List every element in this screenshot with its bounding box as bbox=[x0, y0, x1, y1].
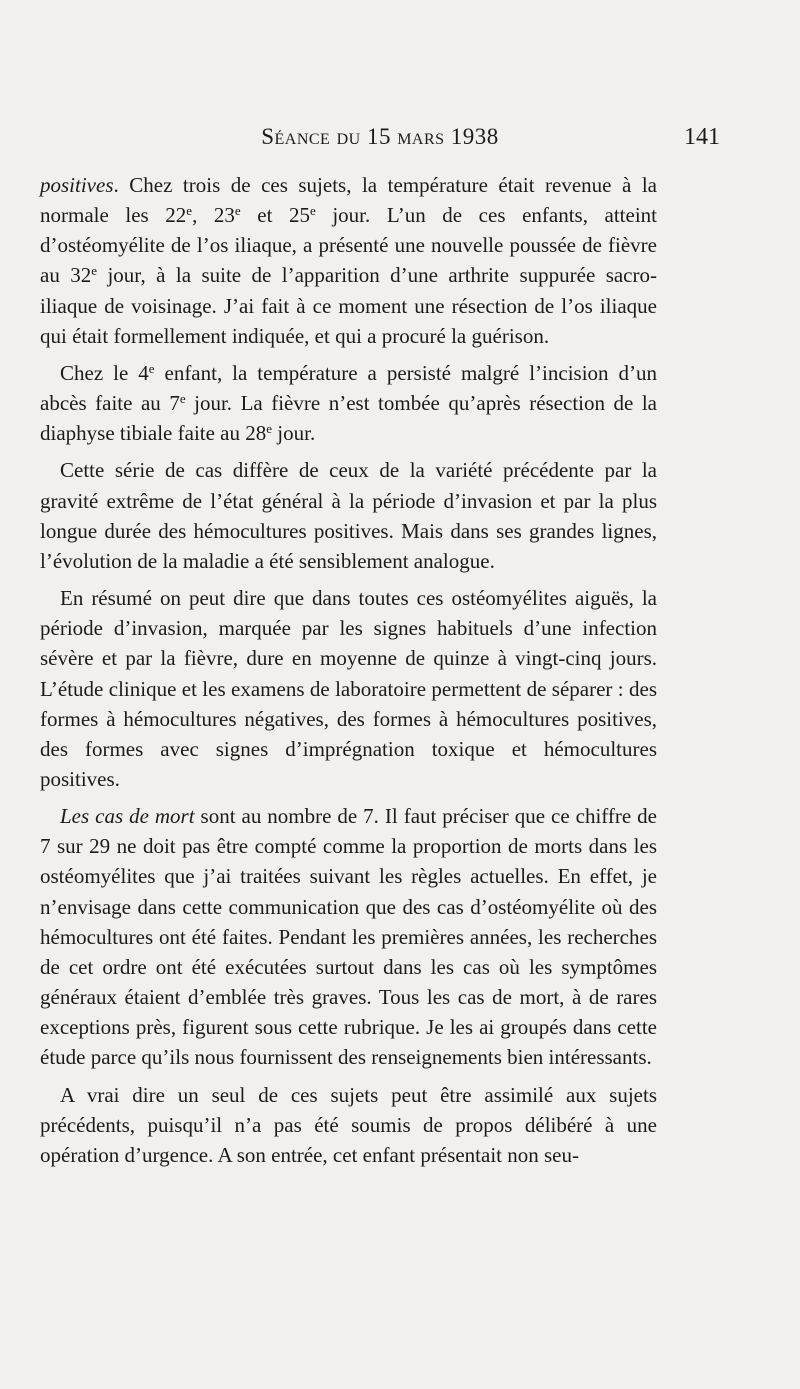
p1-sup-2: e bbox=[234, 203, 241, 218]
p2-text-2: enfant, la température a persisté malgré l’incision d’un abcès faite au 7 bbox=[40, 360, 657, 416]
italic-word-positives: positives bbox=[40, 173, 114, 197]
running-head-du: du bbox=[336, 124, 361, 149]
p1-text-5: jour, à la suite de l’apparition d’une arthrite suppurée sacro-iliaque de voisinage. J’ai fait à ce moment une résection de l’os iliaque qui était formellement indiquée, et qui a procuré la guérison. bbox=[40, 263, 657, 348]
page-number: 141 bbox=[684, 124, 720, 150]
paragraph-4: En résumé on peut dire que dans toutes ces ostéomyélites aiguës, la période d’invasion, marquée par les signes habituels d’une infection sévère et par la fièvre, dure en moyenne de quinze à vingt-cinq jours. L’étude clinique et les examens de laboratoire permettent de séparer : des formes à hémocultures négatives, des formes à hémocultures positives, des formes avec signes d’imprégnation toxique et hémocultures positives. bbox=[40, 586, 657, 791]
italic-phrase-cas-de-mort: Les cas de mort bbox=[60, 804, 195, 829]
p1-text-1: . Chez trois de ces sujets, la température était revenue à la normale les 22 bbox=[40, 173, 657, 228]
running-head-day: 15 bbox=[366, 124, 391, 149]
p1-text-3: et 25 bbox=[240, 203, 310, 228]
paragraph-6: A vrai dire un seul de ces sujets peut être assimilé aux sujets précédents, puisqu’il n’a pas été soumis de propos délibéré à une opération d’urgence. A son entrée, cet enfant présentait non seu- bbox=[40, 1082, 657, 1167]
running-head bbox=[40, 124, 720, 150]
p2-text-3: jour. La fièvre n’est tombée qu’après résection de la diaphyse tibiale faite au 28 bbox=[40, 391, 658, 446]
paragraph-5 bbox=[40, 801, 657, 1072]
p1-sup-3: e bbox=[309, 203, 316, 218]
p2-text-4: jour. bbox=[272, 421, 316, 446]
p2-sup-1: e bbox=[148, 360, 155, 376]
p2-sup-2: e bbox=[179, 390, 186, 406]
p1-text-4: jour. L’un de ces enfants, atteint d’ostéomyélite de l’os iliaque, a présenté une nouvelle poussée de fièvre au 32 bbox=[40, 203, 658, 288]
running-head-month: mars bbox=[397, 124, 445, 149]
running-head-seance: Séance bbox=[261, 124, 331, 149]
p1-text-2: , 23 bbox=[192, 203, 235, 228]
page-header bbox=[40, 124, 720, 160]
paragraph-3: Cette série de cas diffère de ceux de la variété précédente par la gravité extrême de l’état général à la période d’invasion et par la plus longue durée des hémocultures positives. Mais dans ses grandes lignes, l’évolution de la maladie a été sensiblement analogue. bbox=[40, 458, 657, 573]
body-text bbox=[40, 170, 657, 1170]
paragraph-2 bbox=[40, 358, 657, 448]
p5-text: sont au nombre de 7. Il faut préciser que ce chiffre de 7 sur 29 ne doit pas être compté comme la proportion de morts dans les ostéomyélites que j’ai traitées suivant les règles actuelles. En effet, je n’envisage dans cette communication que des cas d’ostéomyélite où des hémocultures ont été faites. Pendant les premières années, les recherches de cet ordre ont été exécutées surtout dans les cas où les symptômes généraux étaient d’emblée très graves. Tous les cas de mort, à de rares exceptions près, figurent sous cette rubrique. Je les ai groupés dans cette étude parce qu’ils nous fournissent des renseignements bien intéressants. bbox=[40, 804, 657, 1070]
p1-sup-1: e bbox=[186, 203, 193, 218]
p2-text-1: Chez le 4 bbox=[60, 360, 149, 385]
running-head-year: 1938 bbox=[450, 124, 499, 149]
p2-sup-3: e bbox=[266, 421, 273, 437]
paragraph-1 bbox=[40, 170, 657, 351]
p1-sup-4: e bbox=[91, 263, 98, 279]
